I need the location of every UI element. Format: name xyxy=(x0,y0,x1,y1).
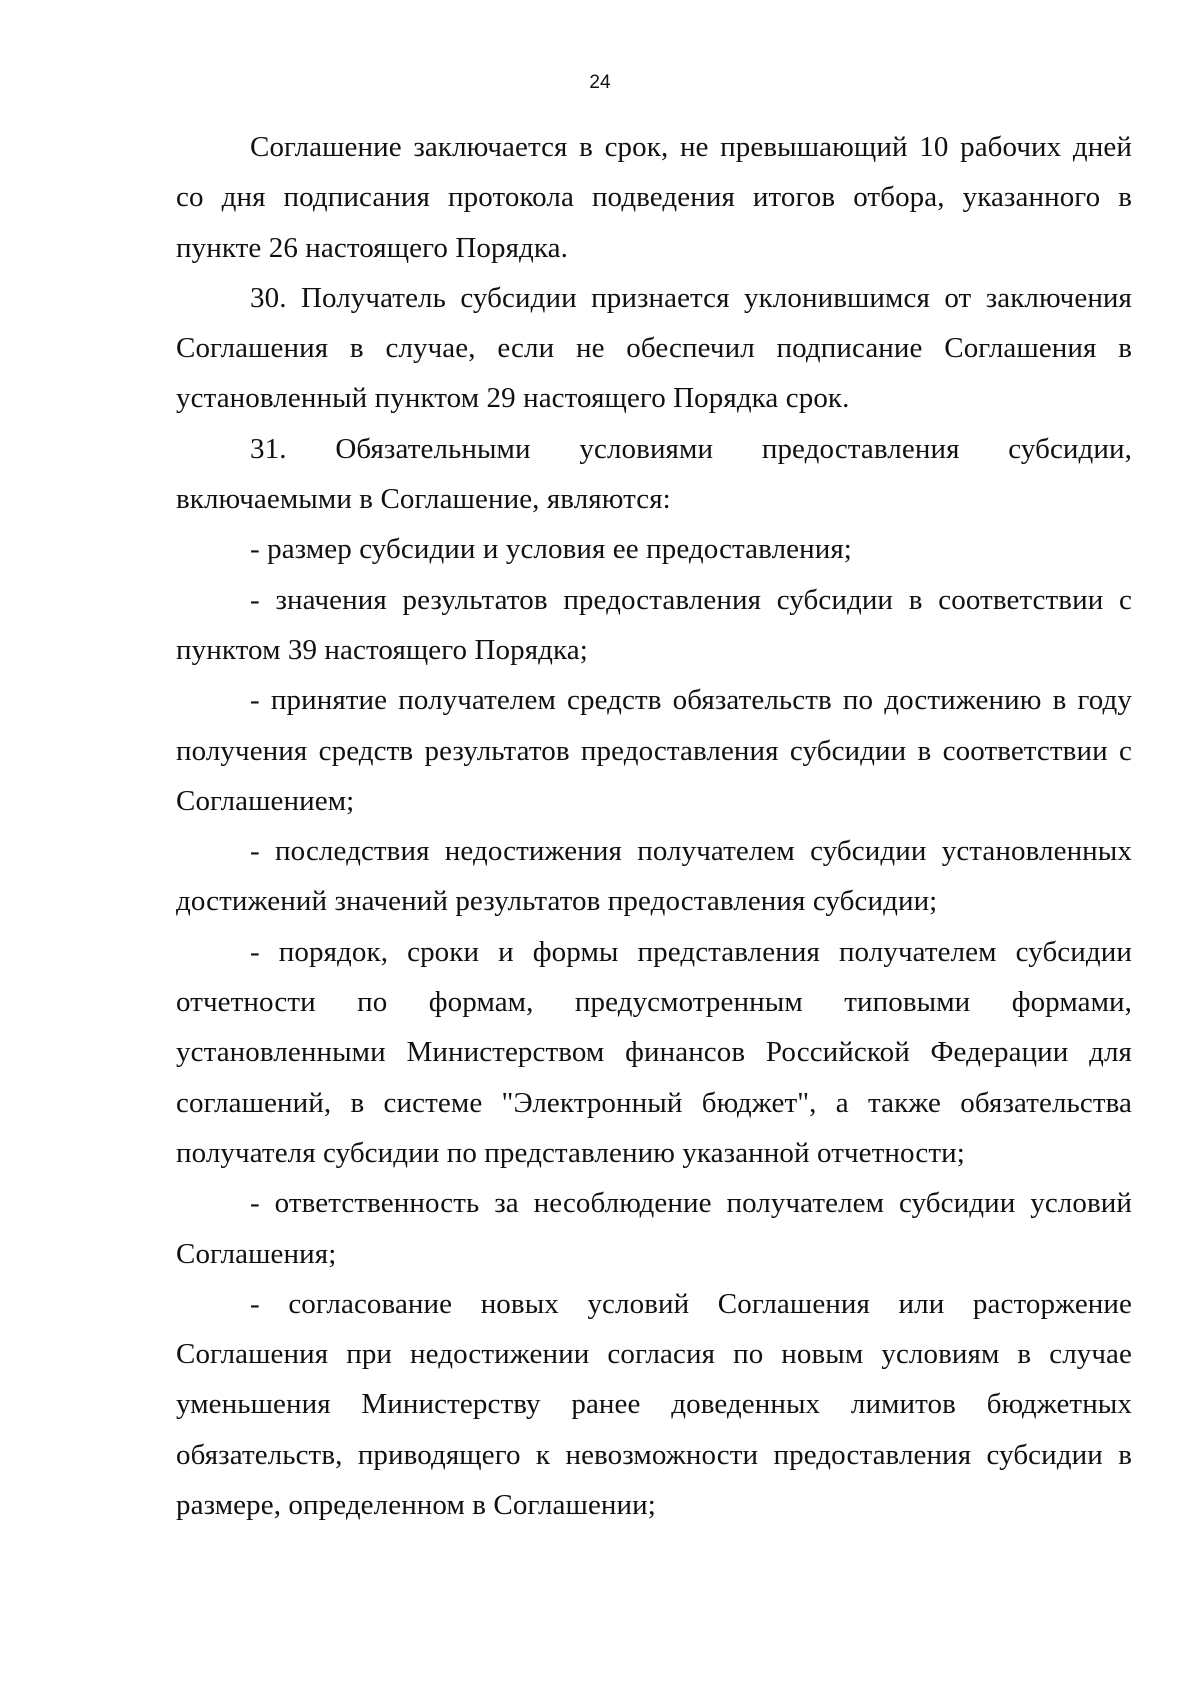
paragraph-31-mandatory-conditions: 31. Обязательными условиями предоставления субсидии, включаемыми в Соглашение, являются: xyxy=(176,432,1132,516)
list-item-obligations: - принятие получателем средств обязательств по достижению в году получения средств результатов предоставления субсидии в соответствии с Соглашением; xyxy=(176,684,1132,817)
list-item-responsibility: - ответственность за несоблюдение получателем субсидии условий Соглашения; xyxy=(176,1187,1132,1270)
list-item-subsidy-size: - размер субсидии и условия ее предоставления; xyxy=(250,533,852,566)
list-item-reporting: - порядок, сроки и формы представления получателем субсидии отчетности по формам, предусмотренным типовыми формами, установленными Министерством финансов Российской Федерации для соглашений, в системе "Электронный бюджет", а также обязательства получателя субсидии по представлению указанной отчетности; xyxy=(176,935,1132,1169)
paragraph-30-evasion: 30. Получатель субсидии признается уклонившимся от заключения Соглашения в случае, если не обеспечил подписание Соглашения в установленный пунктом 29 настоящего Порядка срок. xyxy=(176,281,1132,415)
paragraph-agreement-deadline: Соглашение заключается в срок, не превышающий 10 рабочих дней со дня подписания протокола подведения итогов отбора, указанного в пункте 26 настоящего Порядка. xyxy=(176,131,1132,264)
list-item-new-conditions: - согласование новых условий Соглашения или расторжение Соглашения при недостижении согласия по новым условиям в случае уменьшения Министерству ранее доведенных лимитов бюджетных обязательств, приводящего к невозможности предоставления субсидии в размере, определенном в Соглашении; xyxy=(176,1287,1132,1522)
page-number: 24 xyxy=(589,72,611,93)
list-item-result-values: - значения результатов предоставления субсидии в соответствии с пунктом 39 настоящего Порядка; xyxy=(176,583,1132,666)
document-body xyxy=(176,122,1132,1530)
list-item-consequences: - последствия недостижения получателем субсидии установленных достижений значений результатов предоставления субсидии; xyxy=(176,835,1132,918)
